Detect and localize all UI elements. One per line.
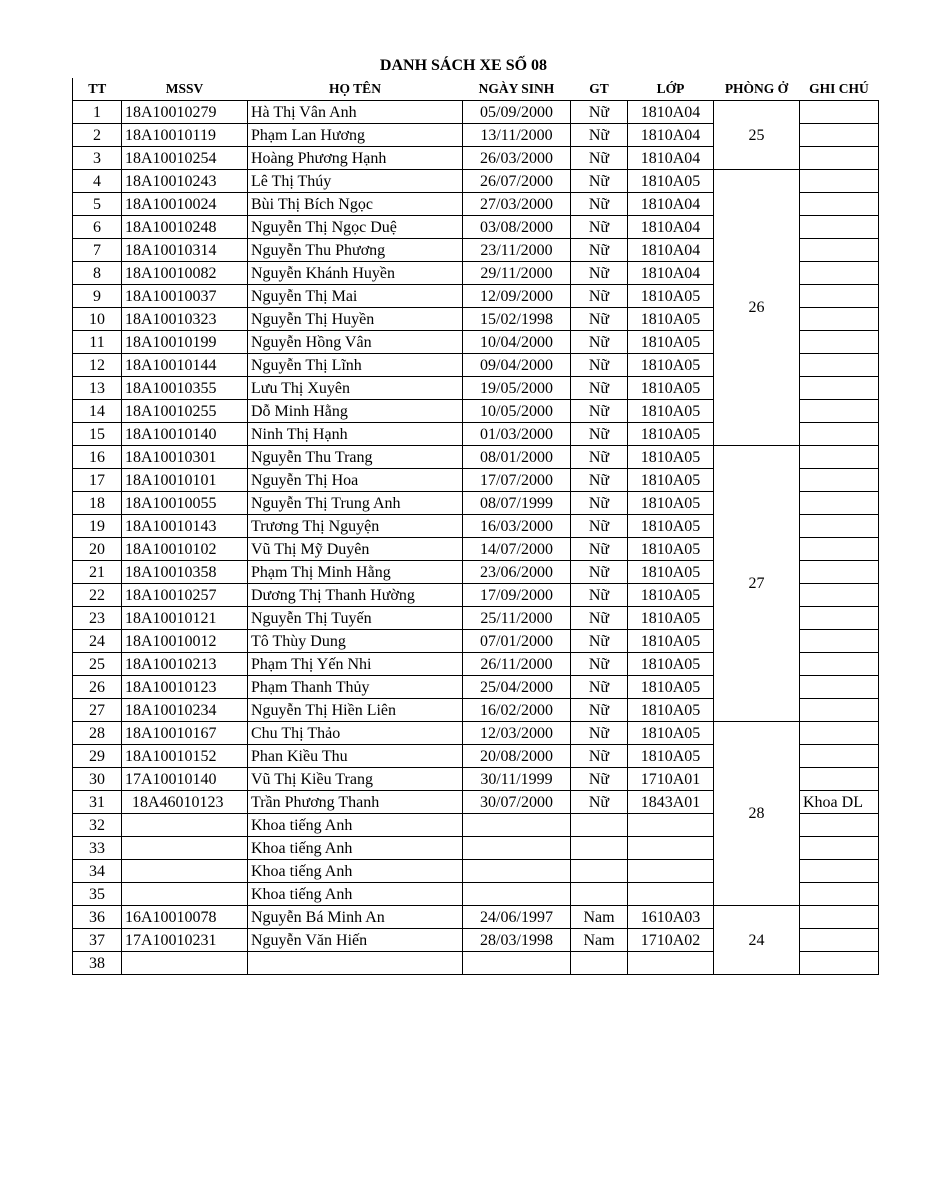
cell-note	[800, 216, 879, 239]
cell-dob: 26/11/2000	[463, 653, 571, 676]
cell-mssv: 18A10010167	[122, 722, 248, 745]
cell-note	[800, 262, 879, 285]
cell-name: Lê Thị Thúy	[248, 170, 463, 193]
cell-dob: 15/02/1998	[463, 308, 571, 331]
cell-class: 1810A05	[628, 630, 714, 653]
cell-tt: 16	[73, 446, 122, 469]
cell-note	[800, 561, 879, 584]
cell-name: Khoa tiếng Anh	[248, 814, 463, 837]
cell-dob: 14/07/2000	[463, 538, 571, 561]
cell-name: Lưu Thị Xuyên	[248, 377, 463, 400]
cell-dob: 24/06/1997	[463, 906, 571, 929]
header-gender: GT	[571, 78, 628, 101]
cell-name: Phạm Thanh Thủy	[248, 676, 463, 699]
cell-name: Phạm Lan Hương	[248, 124, 463, 147]
cell-note	[800, 446, 879, 469]
cell-class: 1810A04	[628, 147, 714, 170]
cell-tt: 34	[73, 860, 122, 883]
cell-name: Nguyễn Khánh Huyền	[248, 262, 463, 285]
cell-class: 1810A05	[628, 354, 714, 377]
header-name: HỌ TÊN	[248, 78, 463, 101]
cell-gender: Nam	[571, 906, 628, 929]
cell-gender: Nữ	[571, 354, 628, 377]
cell-tt: 18	[73, 492, 122, 515]
cell-mssv: 18A10010055	[122, 492, 248, 515]
cell-class: 1810A05	[628, 331, 714, 354]
cell-note	[800, 607, 879, 630]
cell-note	[800, 492, 879, 515]
cell-note	[800, 285, 879, 308]
cell-dob: 01/03/2000	[463, 423, 571, 446]
cell-dob: 10/05/2000	[463, 400, 571, 423]
cell-dob: 07/01/2000	[463, 630, 571, 653]
cell-note	[800, 883, 879, 906]
cell-tt: 4	[73, 170, 122, 193]
cell-note	[800, 515, 879, 538]
cell-mssv	[122, 883, 248, 906]
cell-class: 1810A04	[628, 101, 714, 124]
cell-name: Nguyễn Thị Mai	[248, 285, 463, 308]
cell-note	[800, 584, 879, 607]
cell-note	[800, 331, 879, 354]
cell-room: 28	[714, 722, 800, 906]
cell-tt: 15	[73, 423, 122, 446]
cell-mssv: 18A10010323	[122, 308, 248, 331]
cell-mssv: 18A10010199	[122, 331, 248, 354]
cell-class: 1810A05	[628, 492, 714, 515]
table-header-row	[73, 78, 879, 101]
cell-mssv: 17A10010140	[122, 768, 248, 791]
cell-note	[800, 745, 879, 768]
cell-gender: Nữ	[571, 492, 628, 515]
cell-name: Chu Thị Thảo	[248, 722, 463, 745]
cell-tt: 21	[73, 561, 122, 584]
cell-mssv: 18A10010101	[122, 469, 248, 492]
cell-note	[800, 147, 879, 170]
document-title: DANH SÁCH XE SỐ 08	[379, 57, 548, 74]
cell-tt: 25	[73, 653, 122, 676]
cell-dob: 25/11/2000	[463, 607, 571, 630]
cell-name: Vũ Thị Mỹ Duyên	[248, 538, 463, 561]
cell-mssv: 18A10010082	[122, 262, 248, 285]
cell-tt: 11	[73, 331, 122, 354]
cell-note	[800, 722, 879, 745]
cell-note	[800, 400, 879, 423]
cell-note	[800, 308, 879, 331]
table-body	[73, 101, 879, 975]
table-row	[73, 101, 879, 124]
cell-gender: Nam	[571, 929, 628, 952]
cell-note	[800, 929, 879, 952]
cell-dob: 10/04/2000	[463, 331, 571, 354]
cell-dob: 12/03/2000	[463, 722, 571, 745]
cell-mssv: 16A10010078	[122, 906, 248, 929]
cell-dob: 03/08/2000	[463, 216, 571, 239]
cell-mssv	[122, 952, 248, 975]
cell-name: Nguyễn Thị Tuyến	[248, 607, 463, 630]
cell-name: Tô Thùy Dung	[248, 630, 463, 653]
cell-mssv: 18A10010012	[122, 630, 248, 653]
cell-mssv: 18A10010143	[122, 515, 248, 538]
cell-tt: 30	[73, 768, 122, 791]
cell-tt: 19	[73, 515, 122, 538]
cell-note	[800, 423, 879, 446]
cell-mssv: 18A10010140	[122, 423, 248, 446]
cell-tt: 10	[73, 308, 122, 331]
cell-room: 25	[714, 101, 800, 170]
cell-name: Nguyễn Thu Trang	[248, 446, 463, 469]
cell-class: 1810A04	[628, 124, 714, 147]
cell-class: 1810A05	[628, 515, 714, 538]
cell-dob: 09/04/2000	[463, 354, 571, 377]
cell-dob	[463, 837, 571, 860]
cell-gender: Nữ	[571, 653, 628, 676]
cell-gender	[571, 837, 628, 860]
cell-class: 1810A05	[628, 607, 714, 630]
cell-class: 1810A05	[628, 170, 714, 193]
cell-gender: Nữ	[571, 699, 628, 722]
cell-gender: Nữ	[571, 193, 628, 216]
cell-tt: 7	[73, 239, 122, 262]
cell-gender: Nữ	[571, 216, 628, 239]
cell-name: Hoàng Phương Hạnh	[248, 147, 463, 170]
cell-gender: Nữ	[571, 584, 628, 607]
cell-dob	[463, 860, 571, 883]
cell-tt: 13	[73, 377, 122, 400]
cell-dob	[463, 814, 571, 837]
cell-gender	[571, 883, 628, 906]
cell-mssv	[122, 837, 248, 860]
cell-mssv: 18A10010102	[122, 538, 248, 561]
cell-tt: 17	[73, 469, 122, 492]
cell-mssv: 18A10010123	[122, 676, 248, 699]
cell-class	[628, 952, 714, 975]
cell-tt: 23	[73, 607, 122, 630]
cell-dob	[463, 883, 571, 906]
cell-gender: Nữ	[571, 515, 628, 538]
cell-dob: 17/09/2000	[463, 584, 571, 607]
cell-name: Ninh Thị Hạnh	[248, 423, 463, 446]
cell-tt: 22	[73, 584, 122, 607]
header-room: PHÒNG Ở	[714, 78, 800, 101]
cell-class: 1810A05	[628, 722, 714, 745]
cell-mssv: 18A10010301	[122, 446, 248, 469]
cell-room: 26	[714, 170, 800, 446]
header-dob: NGÀY SINH	[463, 78, 571, 101]
cell-dob: 27/03/2000	[463, 193, 571, 216]
cell-note	[800, 538, 879, 561]
cell-note	[800, 124, 879, 147]
cell-class: 1810A05	[628, 561, 714, 584]
cell-class	[628, 860, 714, 883]
cell-name: Bùi Thị Bích Ngọc	[248, 193, 463, 216]
cell-name: Nguyễn Thị Hoa	[248, 469, 463, 492]
cell-mssv: 18A10010254	[122, 147, 248, 170]
cell-gender: Nữ	[571, 630, 628, 653]
cell-name: Phạm Thị Minh Hằng	[248, 561, 463, 584]
cell-dob: 19/05/2000	[463, 377, 571, 400]
cell-dob: 26/07/2000	[463, 170, 571, 193]
cell-class: 1810A04	[628, 193, 714, 216]
cell-tt: 8	[73, 262, 122, 285]
cell-note	[800, 837, 879, 860]
cell-tt: 38	[73, 952, 122, 975]
cell-tt: 20	[73, 538, 122, 561]
cell-mssv: 18A10010119	[122, 124, 248, 147]
cell-dob: 26/03/2000	[463, 147, 571, 170]
cell-tt: 31	[73, 791, 122, 814]
cell-mssv: 18A10010279	[122, 101, 248, 124]
cell-tt: 9	[73, 285, 122, 308]
cell-tt: 6	[73, 216, 122, 239]
cell-note	[800, 814, 879, 837]
cell-mssv: 18A10010355	[122, 377, 248, 400]
cell-note	[800, 354, 879, 377]
cell-name: Vũ Thị Kiều Trang	[248, 768, 463, 791]
cell-name: Nguyễn Thị Hiền Liên	[248, 699, 463, 722]
cell-gender: Nữ	[571, 124, 628, 147]
cell-gender: Nữ	[571, 722, 628, 745]
cell-dob: 16/02/2000	[463, 699, 571, 722]
cell-class: 1810A05	[628, 653, 714, 676]
table-row	[73, 170, 879, 193]
cell-gender: Nữ	[571, 239, 628, 262]
cell-class: 1810A05	[628, 538, 714, 561]
cell-class: 1610A03	[628, 906, 714, 929]
cell-dob: 25/04/2000	[463, 676, 571, 699]
cell-dob: 12/09/2000	[463, 285, 571, 308]
cell-note	[800, 193, 879, 216]
cell-dob: 30/07/2000	[463, 791, 571, 814]
cell-class: 1810A05	[628, 676, 714, 699]
cell-gender: Nữ	[571, 285, 628, 308]
cell-name: Phan Kiều Thu	[248, 745, 463, 768]
cell-note	[800, 653, 879, 676]
cell-class: 1810A05	[628, 584, 714, 607]
cell-name: Nguyễn Thị Trung Anh	[248, 492, 463, 515]
cell-note	[800, 860, 879, 883]
cell-class: 1810A05	[628, 745, 714, 768]
cell-mssv: 18A10010037	[122, 285, 248, 308]
table-row	[73, 446, 879, 469]
cell-mssv: 18A10010243	[122, 170, 248, 193]
cell-gender: Nữ	[571, 768, 628, 791]
header-tt: TT	[73, 78, 122, 101]
cell-gender: Nữ	[571, 423, 628, 446]
cell-gender: Nữ	[571, 262, 628, 285]
cell-gender	[571, 952, 628, 975]
cell-mssv: 18A10010152	[122, 745, 248, 768]
cell-class: 1810A05	[628, 308, 714, 331]
cell-tt: 27	[73, 699, 122, 722]
cell-name: Hà Thị Vân Anh	[248, 101, 463, 124]
cell-class: 1810A05	[628, 469, 714, 492]
cell-dob: 13/11/2000	[463, 124, 571, 147]
cell-mssv: 18A10010248	[122, 216, 248, 239]
student-roster-table	[72, 78, 879, 975]
cell-gender	[571, 860, 628, 883]
cell-tt: 33	[73, 837, 122, 860]
header-mssv: MSSV	[122, 78, 248, 101]
cell-tt: 5	[73, 193, 122, 216]
cell-tt: 36	[73, 906, 122, 929]
cell-gender: Nữ	[571, 745, 628, 768]
cell-name: Nguyễn Bá Minh An	[248, 906, 463, 929]
cell-mssv: 18A10010358	[122, 561, 248, 584]
cell-tt: 12	[73, 354, 122, 377]
cell-mssv: 18A10010255	[122, 400, 248, 423]
cell-mssv: 18A10010213	[122, 653, 248, 676]
cell-mssv: 18A10010024	[122, 193, 248, 216]
cell-note	[800, 630, 879, 653]
cell-mssv: 18A46010123	[122, 791, 248, 814]
cell-gender: Nữ	[571, 400, 628, 423]
cell-note	[800, 469, 879, 492]
cell-gender: Nữ	[571, 676, 628, 699]
cell-tt: 24	[73, 630, 122, 653]
cell-name: Dỗ Minh Hằng	[248, 400, 463, 423]
cell-gender: Nữ	[571, 791, 628, 814]
cell-class: 1843A01	[628, 791, 714, 814]
cell-class: 1710A02	[628, 929, 714, 952]
cell-tt: 2	[73, 124, 122, 147]
cell-gender: Nữ	[571, 469, 628, 492]
cell-dob: 08/01/2000	[463, 446, 571, 469]
cell-dob	[463, 952, 571, 975]
cell-name: Nguyễn Văn Hiến	[248, 929, 463, 952]
cell-gender: Nữ	[571, 101, 628, 124]
cell-class: 1710A01	[628, 768, 714, 791]
table-row	[73, 722, 879, 745]
cell-room: 27	[714, 446, 800, 722]
cell-name: Trương Thị Nguyện	[248, 515, 463, 538]
cell-gender: Nữ	[571, 331, 628, 354]
cell-gender: Nữ	[571, 147, 628, 170]
cell-tt: 14	[73, 400, 122, 423]
cell-tt: 35	[73, 883, 122, 906]
cell-mssv: 17A10010231	[122, 929, 248, 952]
cell-class: 1810A05	[628, 699, 714, 722]
cell-class: 1810A05	[628, 400, 714, 423]
cell-gender: Nữ	[571, 538, 628, 561]
cell-class: 1810A05	[628, 377, 714, 400]
cell-name: Khoa tiếng Anh	[248, 837, 463, 860]
cell-note	[800, 676, 879, 699]
cell-tt: 37	[73, 929, 122, 952]
header-note: GHI CHÚ	[800, 78, 879, 101]
cell-tt: 29	[73, 745, 122, 768]
table-row	[73, 906, 879, 929]
cell-name: Khoa tiếng Anh	[248, 883, 463, 906]
cell-mssv: 18A10010257	[122, 584, 248, 607]
cell-dob: 17/07/2000	[463, 469, 571, 492]
cell-class: 1810A04	[628, 216, 714, 239]
cell-dob: 28/03/1998	[463, 929, 571, 952]
cell-name: Trần Phương Thanh	[248, 791, 463, 814]
cell-gender: Nữ	[571, 446, 628, 469]
cell-mssv: 18A10010121	[122, 607, 248, 630]
cell-dob: 20/08/2000	[463, 745, 571, 768]
cell-mssv	[122, 860, 248, 883]
cell-tt: 26	[73, 676, 122, 699]
cell-note: Khoa DL	[800, 791, 879, 814]
cell-name: Nguyễn Hồng Vân	[248, 331, 463, 354]
cell-dob: 30/11/1999	[463, 768, 571, 791]
cell-note	[800, 952, 879, 975]
cell-note	[800, 170, 879, 193]
cell-dob: 05/09/2000	[463, 101, 571, 124]
cell-name: Khoa tiếng Anh	[248, 860, 463, 883]
cell-gender: Nữ	[571, 377, 628, 400]
cell-name: Nguyễn Thị Lĩnh	[248, 354, 463, 377]
cell-class	[628, 837, 714, 860]
cell-note	[800, 377, 879, 400]
cell-tt: 3	[73, 147, 122, 170]
cell-dob: 23/06/2000	[463, 561, 571, 584]
cell-class: 1810A05	[628, 446, 714, 469]
cell-name: Phạm Thị Yến Nhi	[248, 653, 463, 676]
cell-note	[800, 768, 879, 791]
cell-name	[248, 952, 463, 975]
cell-class: 1810A04	[628, 239, 714, 262]
cell-gender: Nữ	[571, 607, 628, 630]
cell-class	[628, 814, 714, 837]
header-class: LỚP	[628, 78, 714, 101]
cell-mssv: 18A10010234	[122, 699, 248, 722]
cell-tt: 28	[73, 722, 122, 745]
cell-note	[800, 699, 879, 722]
cell-name: Nguyễn Thu Phương	[248, 239, 463, 262]
cell-class	[628, 883, 714, 906]
cell-mssv: 18A10010144	[122, 354, 248, 377]
cell-note	[800, 906, 879, 929]
cell-gender: Nữ	[571, 308, 628, 331]
cell-gender: Nữ	[571, 561, 628, 584]
cell-name: Nguyễn Thị Ngọc Duệ	[248, 216, 463, 239]
cell-class: 1810A05	[628, 423, 714, 446]
cell-name: Dương Thị Thanh Hường	[248, 584, 463, 607]
cell-class: 1810A05	[628, 285, 714, 308]
cell-gender	[571, 814, 628, 837]
cell-mssv: 18A10010314	[122, 239, 248, 262]
cell-mssv	[122, 814, 248, 837]
cell-dob: 23/11/2000	[463, 239, 571, 262]
cell-dob: 16/03/2000	[463, 515, 571, 538]
cell-gender: Nữ	[571, 170, 628, 193]
cell-note	[800, 101, 879, 124]
cell-tt: 1	[73, 101, 122, 124]
cell-name: Nguyễn Thị Huyền	[248, 308, 463, 331]
cell-class: 1810A04	[628, 262, 714, 285]
cell-tt: 32	[73, 814, 122, 837]
cell-room: 24	[714, 906, 800, 975]
cell-dob: 08/07/1999	[463, 492, 571, 515]
cell-dob: 29/11/2000	[463, 262, 571, 285]
cell-note	[800, 239, 879, 262]
